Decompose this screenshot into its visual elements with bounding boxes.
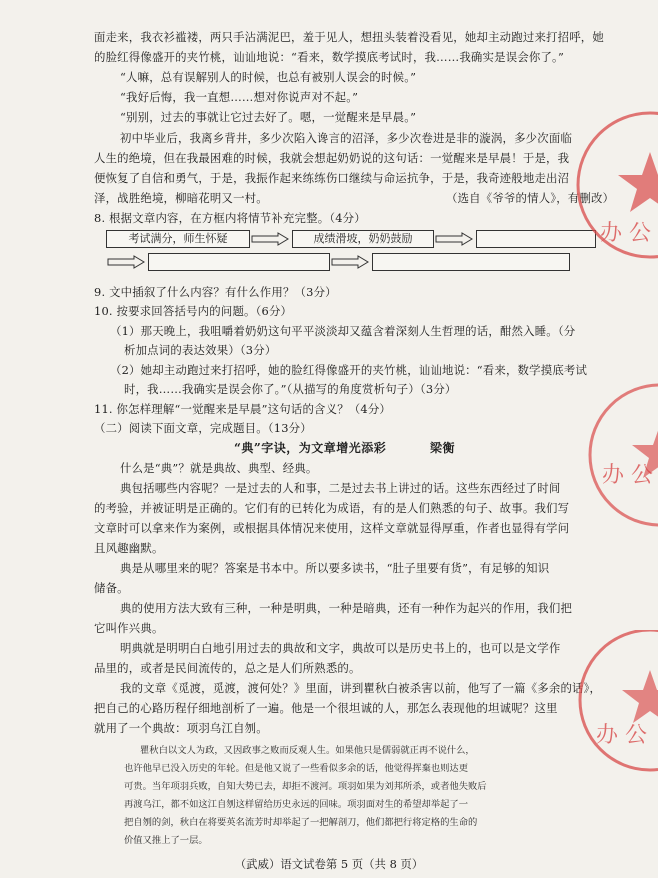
passage-line: “我好后悔，我一直想……想对你说声对不起。” (120, 90, 359, 104)
passage-line: 人生的绝境，但在我最困难的时候，我就会想起奶奶说的这句话：一觉醒来是早晨！于是，我 (94, 151, 570, 165)
article-para: 典的使用方法大致有三种，一种是明典，一种是暗典，还有一种作为起兴的作用，我们把 (120, 601, 573, 615)
question-10-1-cont: 析加点词的表达效果）（3分） (124, 343, 277, 357)
question-11: 11. 你怎样理解“一觉醒来是早晨”这句话的含义？（4分） (94, 402, 392, 416)
quote-line: 瞿秋白以文人为政，又因政事之败而反观人生。如果他只是儒弱就正再不说什么， (140, 745, 475, 756)
article-para: 它叫作兴典。 (94, 621, 164, 635)
flow-box-5 (372, 253, 570, 271)
article-author: 梁衡 (430, 441, 456, 455)
article-para: 我的文章《觅渡，觅渡，渡何处？》里面，讲到瞿秋白被杀害以前，他写了一篇《多余的话》， (120, 681, 602, 695)
passage-line: 的脸红得像盛开的夹竹桃，讪讪地说：“看来，数学摸底考试时，我……我确实是误会你了。” (94, 50, 564, 64)
question-10: 10. 按要求回答括号内的问题。（6分） (94, 304, 293, 318)
flow-box-1: 考试满分，师生怀疑 (106, 230, 250, 248)
flow-box-2: 成绩滑坡，奶奶鼓励 (292, 230, 434, 248)
article-title: “典”字诀，为文章增光添彩 (234, 441, 387, 455)
source-note: （选自《爷爷的情人》，有删改） (446, 191, 615, 205)
question-10-1: （1）那天晚上，我咀嚼着奶奶这句平平淡淡却又蕴含着深刻人生哲理的话，酣然入睡。（分 (110, 324, 576, 338)
page-footer: （武威）语文试卷第 5 页（共 8 页） (234, 857, 424, 871)
article-para: 且风趣幽默。 (94, 541, 164, 555)
question-10-2-cont: 时，我……我确实是误会你了。”（从描写的角度赏析句子）（3分） (124, 382, 457, 396)
quote-line: 也许他早已没入历史的年轮。但是他又说了一些看似多余的话，他觉得挥棄也则达更 (124, 763, 468, 774)
section-2-heading: （二）阅读下面文章，完成题目。（13分） (94, 421, 312, 435)
quote-line: 把自刎的剑，秋白在将要英名流芳时却举起了一把解剖刀，他们都把行将定格的生命的 (124, 817, 478, 828)
article-para: 明典就是明明白白地引用过去的典故和文字，典故可以是历史书上的，也可以是文学作 (120, 641, 561, 655)
question-10-2: （2）她却主动跑过来打招呼，她的脸红得像盛开的夹竹桃，讪讪地说：“看来，数学摸底考试 (110, 363, 588, 377)
official-seal-icon (560, 630, 658, 800)
svg-text:办 公: 办 公 (596, 723, 647, 748)
flow-arrow-4 (330, 255, 370, 269)
passage-line: 初中毕业后，我离乡背井，多少次陷入谗言的沼泽，多少次卷进是非的漩涡，多少次面临 (120, 131, 573, 145)
official-seal-icon (580, 370, 658, 540)
article-para: 的考验，并被证明是正确的。它们有的已转化为成语，有的是人们熟悉的句子、故事。我们写 (94, 501, 570, 515)
article-para: 典包括哪些内容呢？一是过去的人和事，二是过去书上讲过的话。这些东西经过了时间 (120, 481, 561, 495)
svg-text:办 公: 办 公 (600, 221, 651, 246)
question-9: 9. 文中插叙了什么内容？有什么作用？（3分） (94, 285, 337, 299)
question-8: 8. 根据文章内容，在方框内将情节补充完整。（4分） (94, 211, 366, 225)
passage-line: 面走来，我衣衫褴褛，两只手沾满泥巴，羞于见人，想扭头装着没看见，她却主动跑过来打招呼，她 (94, 30, 604, 44)
quote-line: 再渡乌江，都不如这江自刎这样留给历史永远的回味。项羽面对生的希望却举起了一 (124, 799, 468, 810)
article-para: 典是从哪里来的呢？答案是书本中。所以要多读书，“肚子里要有货”，有足够的知识 (120, 561, 550, 575)
article-para: 什么是“典”？就是典故、典型、经典。 (120, 461, 318, 475)
article-para: 储备。 (94, 581, 129, 595)
svg-text:办 公: 办 公 (602, 463, 653, 488)
flow-arrow-1 (250, 232, 290, 246)
passage-line: “人嘛，总有误解别人的时候，也总有被别人误会的时候。” (120, 70, 417, 84)
flow-arrow-2 (434, 232, 474, 246)
quote-line: 价值又推上了一层。 (124, 835, 208, 846)
article-para: 文章时可以拿来作为案例，或根据具体情况来使用，这样文章就显得厚重，作者也显得有学问 (94, 521, 570, 535)
article-para: 把自己的心路历程仔细地剖析了一遍。他是一个很坦诚的人，那怎么表现他的坦诚呢？这里 (94, 701, 558, 715)
flow-arrow-3 (106, 255, 146, 269)
article-para: 品里的，或者是民间流传的，总之是人们所熟悉的。 (94, 661, 361, 675)
passage-line: “别别，过去的事就让它过去好了。嗯，一觉醒来是早晨。” (120, 110, 417, 124)
flow-box-4 (148, 253, 330, 271)
passage-line: 泽，战胜绝境，柳暗花明又一村。 (94, 191, 268, 205)
official-seal-icon (560, 100, 658, 270)
quote-line: 可贵。当年项羽兵败，自知大势已去，却拒不渡河。项羽如果为刘邦所杀，或者他失败后 (124, 781, 487, 792)
passage-line: 便恢复了自信和勇气，于是，我振作起来练练伤口继续与命运抗争，于是，我奇迹般地走出沼 (94, 171, 570, 185)
article-para: 就用了一个典故：项羽乌江自刎。 (94, 721, 268, 735)
